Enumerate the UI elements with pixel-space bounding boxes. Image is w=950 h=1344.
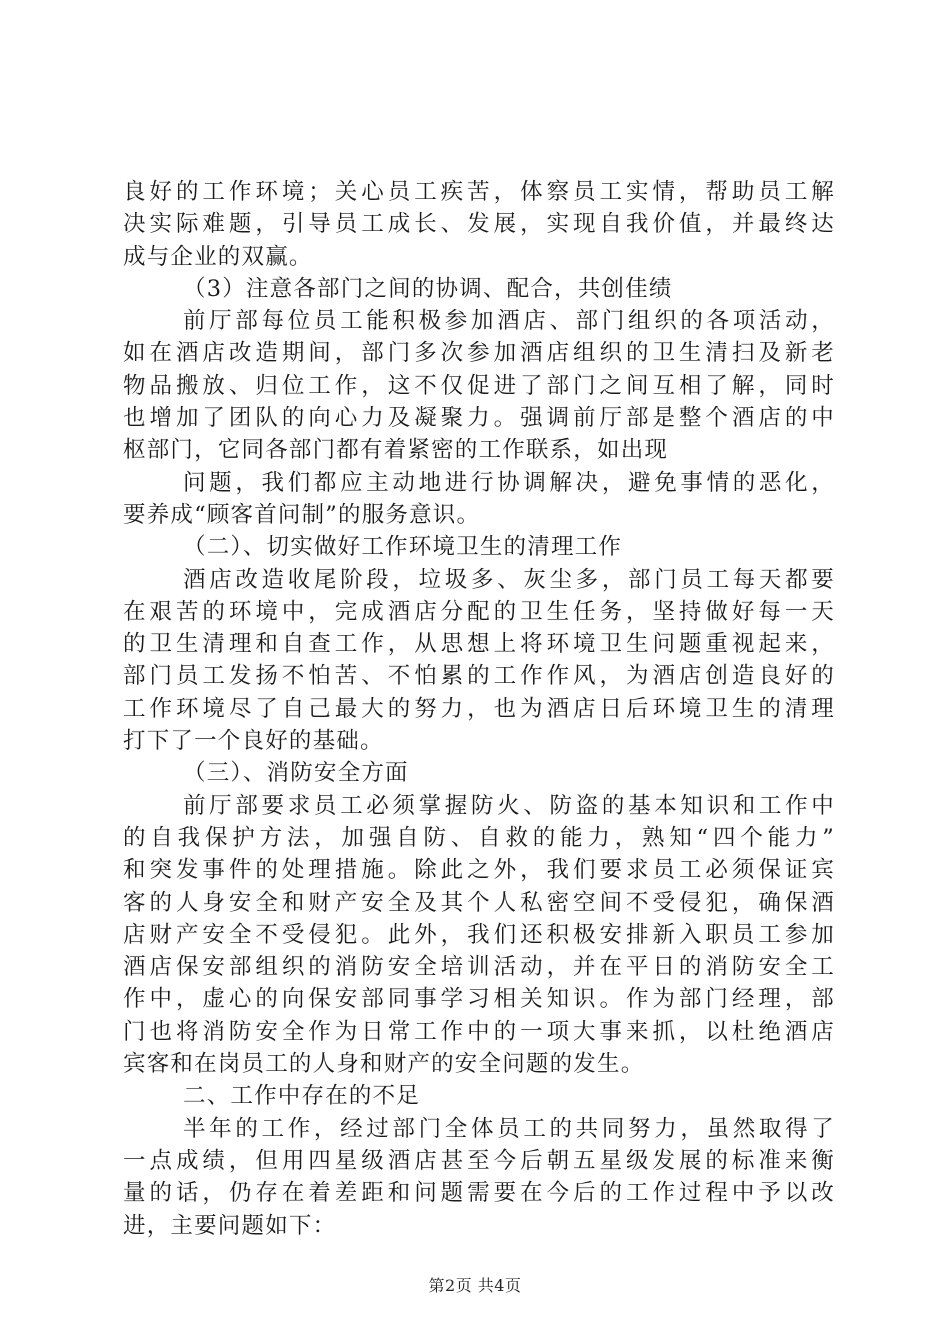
text-line: 半年的工作，经过部门全体员工的共同努力，虽然取得了 (183, 1115, 835, 1142)
text-line: 店财产安全不受侵犯。此外，我们还积极安排新入职员工参加 (123, 921, 835, 948)
text-line: 枢部门，它同各部门都有着紧密的工作联系，如出现 (123, 437, 669, 464)
text-line: 决实际难题，引导员工成长、发展，实现自我价值，并最终达 (123, 211, 835, 238)
text-line: 如在酒店改造期间，部门多次参加酒店组织的卫生清扫及新老 (123, 340, 835, 367)
text-line: 前厅部每位员工能积极参加酒店、部门组织的各项活动， (183, 308, 835, 335)
text-line: 酒店保安部组织的消防安全培训活动，并在平日的消防安全工 (123, 954, 835, 981)
text-line: 要养成“顾客首问制”的服务意识。 (123, 501, 481, 528)
text-line: 工作环境尽了自己最大的努力，也为酒店日后环境卫生的清理 (123, 695, 835, 722)
page-footer: 第2页 共4页 (428, 1276, 522, 1295)
text-line: 打下了一个良好的基础。 (123, 728, 384, 755)
text-line: 量的话，仍存在着差距和问题需要在今后的工作过程中予以改 (123, 1180, 835, 1207)
text-line: 二、工作中存在的不足 (183, 1083, 421, 1110)
text-line: （二）、切实做好工作环境卫生的清理工作 (183, 534, 623, 561)
text-line: 问题，我们都应主动地进行协调解决，避免事情的恶化， (183, 469, 835, 496)
text-line: 一点成绩，但用四星级酒店甚至今后朝五星级发展的标准来衡 (123, 1147, 835, 1174)
text-line: 物品搬放、归位工作，这不仅促进了部门之间互相了解，同时 (123, 372, 835, 399)
text-line: 作中，虚心的向保安部同事学习相关知识。作为部门经理，部 (123, 986, 835, 1013)
text-line: 部门员工发扬不怕苦、不怕累的工作作风，为酒店创造良好的 (123, 663, 835, 690)
text-line: 在艰苦的环境中，完成酒店分配的卫生任务，坚持做好每一天 (123, 598, 835, 625)
text-line: 客的人身安全和财产安全及其个人私密空间不受侵犯，确保酒 (123, 889, 835, 916)
text-line: 门也将消防安全作为日常工作中的一项大事来抓，以杜绝酒店 (123, 1018, 835, 1045)
text-line: 的自我保护方法，加强自防、自救的能力，熟知“四个能力” (123, 824, 835, 851)
text-line: 良好的工作环境；关心员工疾苦，体察员工实情，帮助员工解 (123, 179, 835, 205)
text-line: 和突发事件的处理措施。除此之外，我们要求员工必须保证宾 (123, 857, 835, 884)
document-body (123, 176, 835, 1242)
text-line: （三）、消防安全方面 (183, 760, 409, 787)
text-line: 也增加了团队的向心力及凝聚力。强调前厅部是整个酒店的中 (123, 405, 835, 432)
text-line: 前厅部要求员工必须掌握防火、防盗的基本知识和工作中 (183, 792, 835, 819)
text-line: （3）注意各部门之间的协调、配合，共创佳绩 (183, 275, 673, 302)
text-line: 宾客和在岗员工的人身和财产的安全问题的发生。 (123, 1051, 645, 1078)
text-line: 的卫生清理和自查工作，从思想上将环境卫生问题重视起来， (123, 631, 835, 658)
text-line: 成与企业的双赢。 (123, 243, 313, 270)
text-line: 进，主要问题如下： (123, 1212, 337, 1239)
text-line: 酒店改造收尾阶段，垃圾多、灰尘多，部门员工每天都要 (183, 566, 835, 593)
